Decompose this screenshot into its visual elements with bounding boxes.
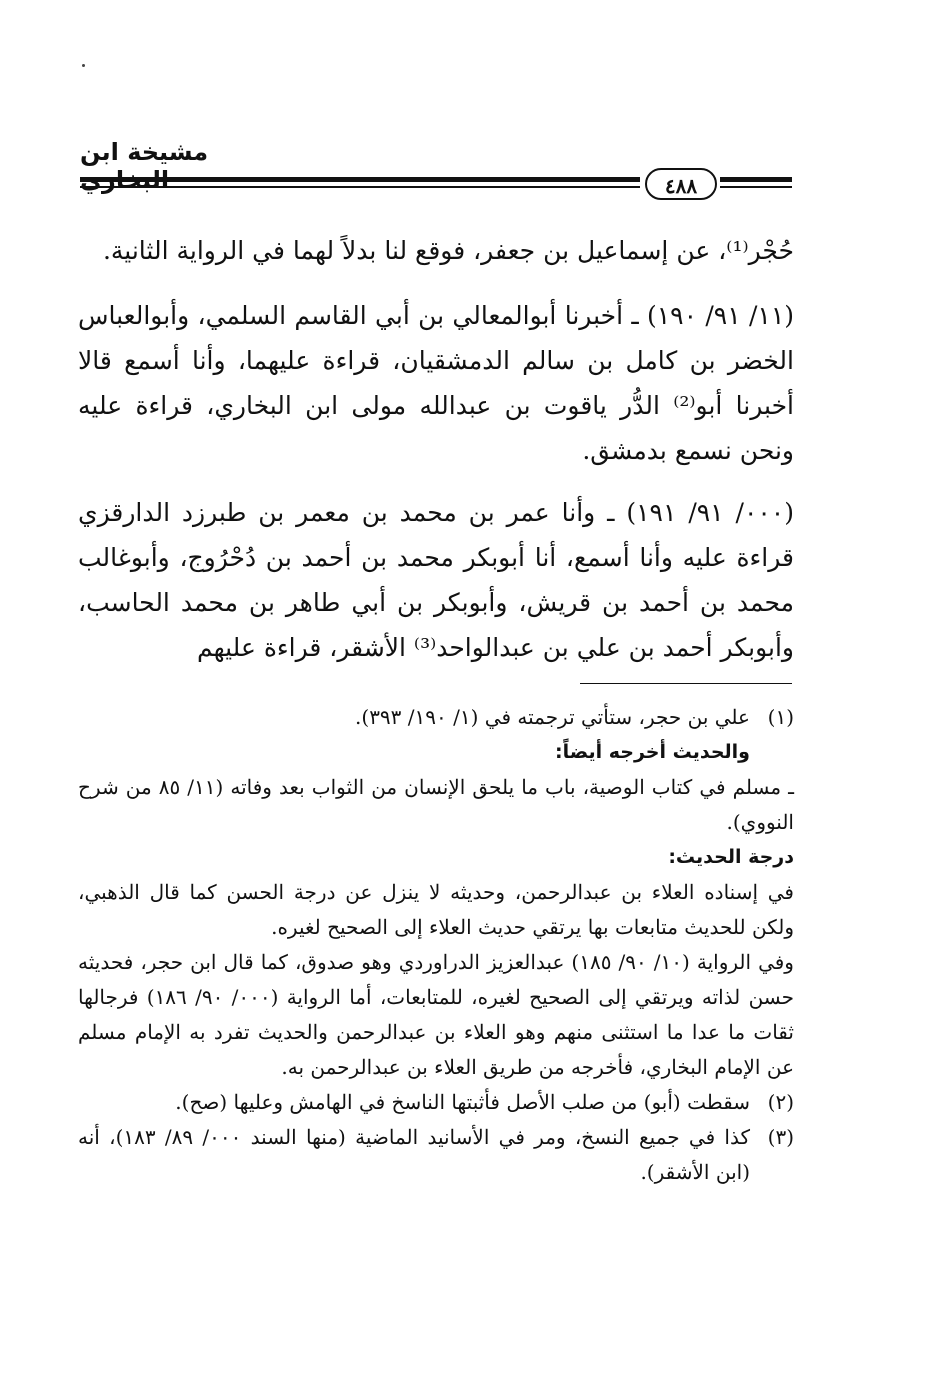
paragraph-text: (٠٠٠/ ٩١/ ١٩١) ـ وأنا عمر بن محمد بن معمر بن طبرزد الدارقزي قراءة عليه وأنا أسمع، أنا أبوبكر محمد بن أحمد بن دُحْرُوج، وأبوغالب محمد بن أحمد بن قريش، وأبوبكر بن أبي طاهر بن محمد الحاسب، وأبوبكر أحمد بن علي بن عبدالواحد⁽³⁾ الأشقر، قراءة عليهم — [78, 498, 794, 662]
footnote-heading: والحديث أخرجه أيضاً: — [555, 741, 750, 763]
paragraph-text: حُجْر⁽¹⁾، عن إسماعيل بن جعفر، فوقع لنا بدلاً لهما في الرواية الثانية. — [102, 236, 794, 265]
header-rule-thin-right — [720, 186, 792, 188]
footnote-3 — [78, 1120, 794, 1190]
footnote-1-continued — [78, 770, 794, 1085]
footnote-line: في إسناده العلاء بن عبدالرحمن، وحديثه لا ينزل عن درجة الحسن كما قال الذهبي، ولكن للحديث متابعات بها يرتقي حديث العلاء إلى الصحيح لغيره. — [78, 880, 794, 939]
header-rule-thin — [80, 186, 640, 188]
body-paragraph-1 — [78, 228, 794, 273]
body-paragraph-2 — [78, 293, 794, 473]
header-rule-thick-right — [720, 177, 792, 182]
running-header-title: مشيخة ابن — [80, 138, 209, 166]
footnote-number: (١) — [767, 705, 794, 729]
body-paragraph-3 — [78, 490, 794, 670]
footnote-heading: درجة الحديث: — [668, 846, 794, 868]
paragraph-text: (١١/ ٩١/ ١٩٠) ـ أخبرنا أبوالمعالي بن أبي القاسم السلمي، وأبوالعباس الخضر بن كامل بن سالم الدمشقيان، قراءة عليهما، وأنا أسمع قالا أخبرنا أبو⁽²⁾ الدُّر ياقوت بن عبدالله مولى ابن البخاري، قراءة عليه ونحن نسمع بدمشق. — [78, 301, 795, 465]
scan-speck — [82, 64, 85, 67]
footnote-number: (٢) — [767, 1090, 794, 1114]
footnote-body — [78, 700, 750, 770]
footnote-2 — [78, 1085, 794, 1120]
page-number: ٤٨٨ — [645, 168, 717, 200]
footnote-line: ـ مسلم في كتاب الوصية، باب ما يلحق الإنسان من الثواب بعد وفاته (١١/ ٨٥ من شرح النووي). — [78, 775, 794, 834]
footnote-number: (٣) — [767, 1125, 794, 1149]
footnote-body: سقطت (أبو) من صلب الأصل فأثبتها الناسخ في الهامش وعليها (صح). — [175, 1090, 750, 1114]
footnote-line: وفي الرواية (١٠/ ٩٠/ ١٨٥) عبدالعزيز الدراوردي وهو صدوق، كما قال ابن حجر، فحديثه حسن لذاته ويرتقي إلى الصحيح لغيره، للمتابعات، أما الرواية (٠٠٠/ ٩٠/ ١٨٦) فرجالها ثقات ما عدا ما استثنى منهم وهو العلاء بن عبدالرحمن والحديث تفرد به الإمام مسلم عن الإمام البخاري، فأخرجه من طريق العلاء بن عبدالرحمن به. — [78, 950, 795, 1079]
header-rule-thick — [80, 177, 640, 182]
footnote-separator — [580, 683, 792, 684]
footnote-1 — [78, 700, 794, 770]
footnote-body: كذا في جميع النسخ، ومر في الأسانيد الماضية (منها السند ٠٠٠/ ٨٩/ ١٨٣)، أنه (ابن الأشقر). — [78, 1125, 750, 1184]
footnote-line: علي بن حجر، ستأتي ترجمته في (١/ ١٩٠/ ٣٩٣). — [355, 705, 750, 729]
footnotes — [78, 700, 794, 1190]
